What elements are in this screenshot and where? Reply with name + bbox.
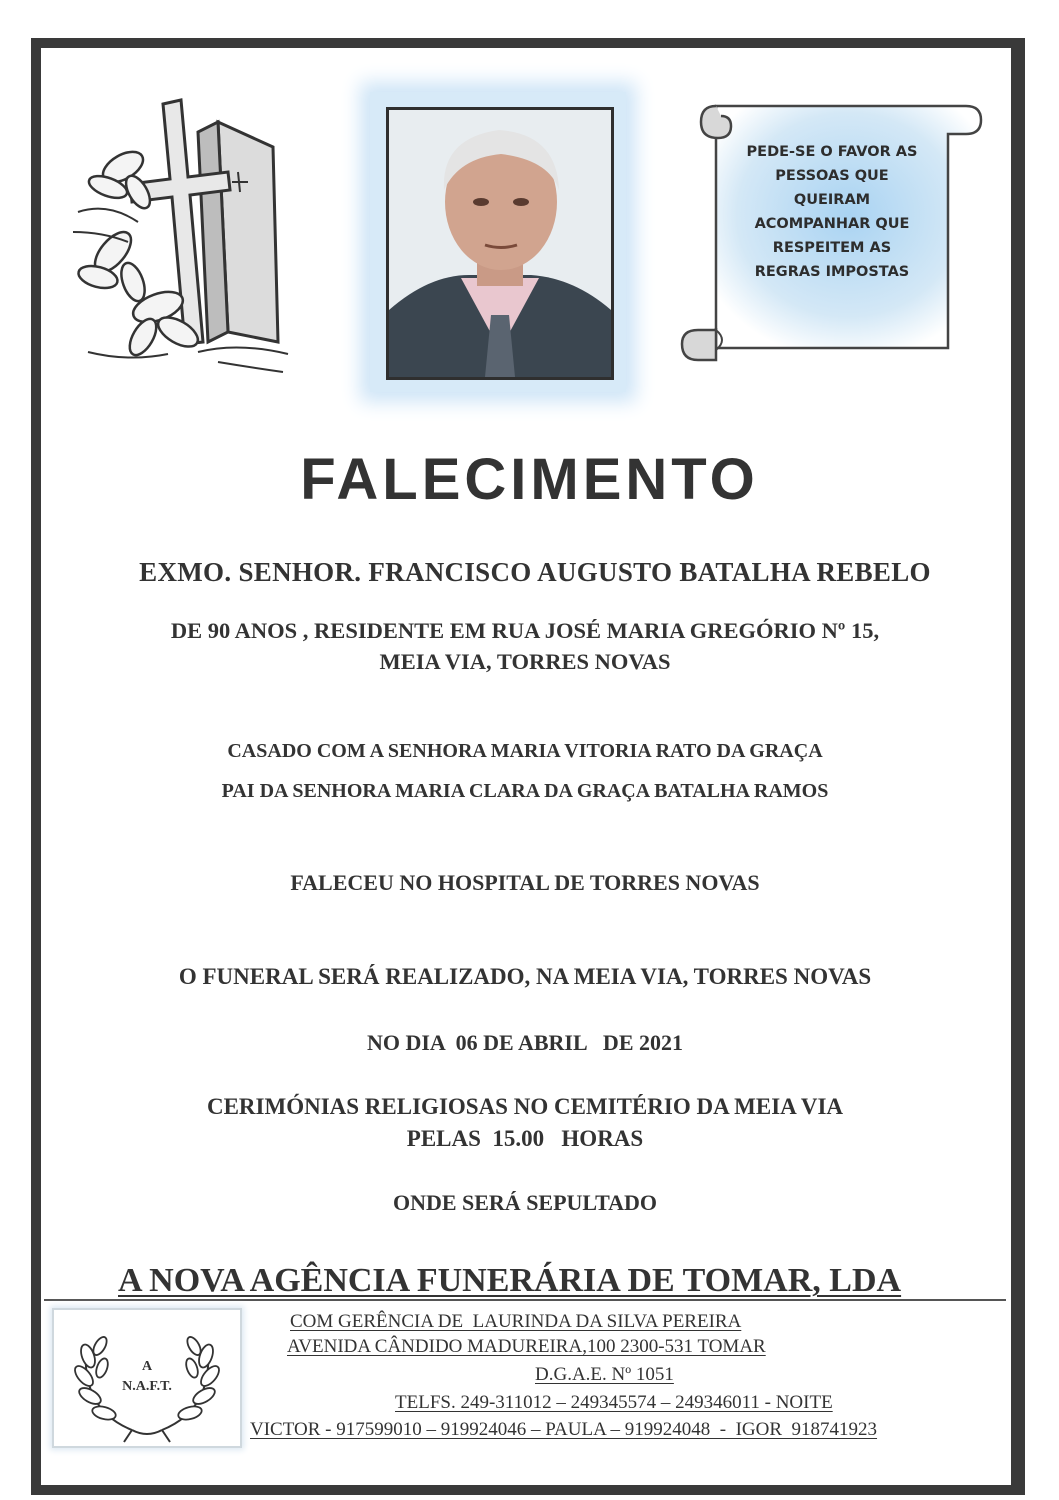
logo-letter: A [141, 1359, 153, 1374]
scroll-line: PESSOAS QUE [775, 168, 889, 184]
burial-line: ONDE SERÁ SEPULTADO [392, 1190, 658, 1215]
agency-name: A NOVA AGÊNCIA FUNERÁRIA DE TOMAR, LDA [118, 1262, 902, 1299]
agency-night-contacts: VICTOR - 917599010 – 919924046 – PAULA – 919924048 - IGOR 918741923 [250, 1419, 878, 1440]
portrait-illustration [389, 110, 611, 377]
scroll-line: RESPEITEM AS [772, 240, 892, 256]
agency-dgae: D.G.A.E. Nº 1051 [535, 1364, 674, 1385]
died-line: FALECEU NO HOSPITAL DE TORRES NOVAS [290, 870, 760, 895]
footer-divider [44, 1299, 1006, 1301]
agency-logo [52, 1308, 242, 1448]
ceremony-time: PELAS 15.00 HORAS [406, 1126, 644, 1151]
residence-place: MEIA VIA, TORRES NOVAS [379, 649, 671, 674]
deceased-name: EXMO. SENHOR. FRANCISCO AUGUSTO BATALHA REBELO [139, 557, 931, 587]
scroll-line: QUEIRAM [793, 192, 871, 208]
scroll-line: ACOMPANHAR QUE [754, 216, 910, 232]
funeral-line: O FUNERAL SERÁ REALIZADO, NA MEIA VIA, TORRES NOVAS [178, 964, 872, 989]
cross-book-lilies-icon [68, 92, 298, 377]
ceremonies-line: CERIMÓNIAS RELIGIOSAS NO CEMITÉRIO DA MEIA VIA [206, 1094, 844, 1119]
scroll-notice-text [732, 140, 932, 290]
agency-management: COM GERÊNCIA DE LAURINDA DA SILVA PEREIRA [290, 1311, 742, 1332]
scroll-line: REGRAS IMPOSTAS [754, 264, 910, 280]
page-title: FALECIMENTO [300, 447, 759, 512]
logo-initials: N.A.F.T. [122, 1379, 172, 1394]
portrait-photo [386, 107, 614, 380]
agency-phones: TELFS. 249-311012 – 249345574 – 249346011 - NOITE [395, 1392, 833, 1413]
scroll-line: PEDE-SE O FAVOR AS [746, 144, 918, 160]
laurel-wreath-icon [54, 1310, 240, 1446]
agency-address: AVENIDA CÂNDIDO MADUREIRA,100 2300-531 TOMAR [287, 1336, 766, 1357]
funeral-date: NO DIA 06 DE ABRIL DE 2021 [366, 1030, 683, 1055]
spouse-line: CASADO COM A SENHORA MARIA VITORIA RATO DA GRAÇA [227, 740, 823, 762]
age-address: DE 90 ANOS , RESIDENTE EM RUA JOSÉ MARIA GREGÓRIO Nº 15, [170, 618, 880, 643]
father-of-line: PAI DA SENHORA MARIA CLARA DA GRAÇA BATALHA RAMOS [221, 780, 829, 802]
